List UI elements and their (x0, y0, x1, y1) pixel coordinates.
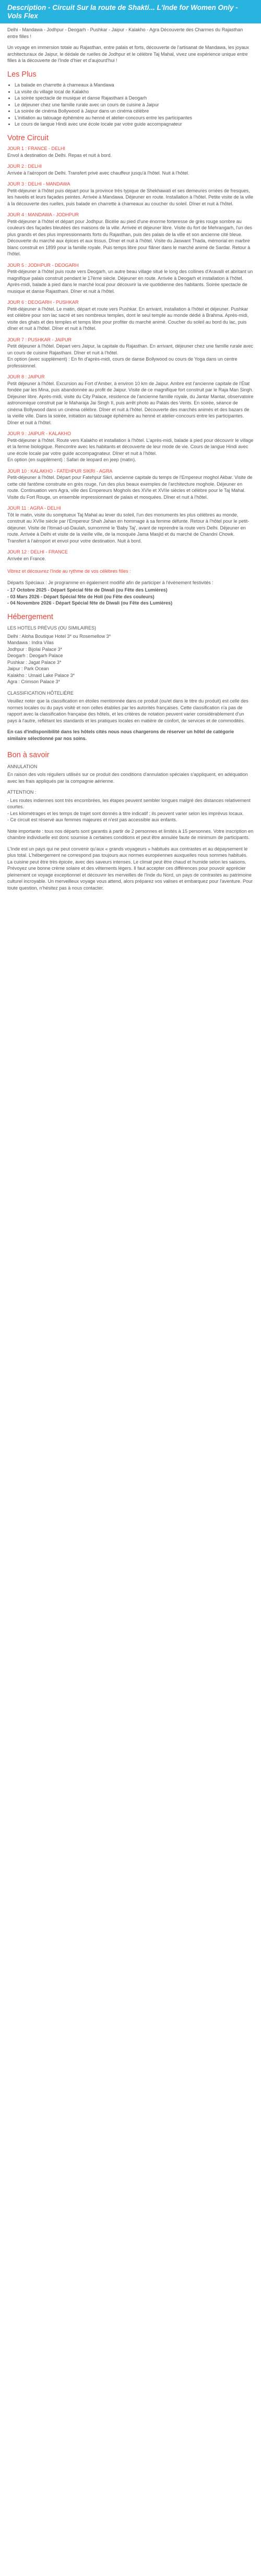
cancel-title: ANNULATION (7, 763, 38, 769)
attention-title: ATTENTION : (7, 790, 37, 795)
day-text: Arrivée en France. (7, 556, 46, 561)
day-title: JOUR 1 : FRANCE - DELHI (7, 146, 66, 151)
day-title: JOUR 2 : DELHI (7, 164, 42, 169)
important-note: Note importante : tous nos départs sont garantis à partir de 2 personnes et limités à 15 personnes. Votre inscription en chambre individuelle est donc soumise à certaines conditions et peut être annulée faute de minimum de participants. (7, 828, 254, 840)
hotel-item: Deogarh : Deogarh Palace (7, 653, 63, 658)
page-title-banner (0, 0, 261, 23)
hotel-item: Jaipur : Park Ocean (7, 666, 49, 671)
circuit-heading: Votre Circuit (7, 133, 49, 142)
flight-date: - 04 Novembre 2026 - Départ Spécial fête de Diwali (ou Fête des Lumières) (7, 600, 173, 606)
hotel-item: Delhi : Aloha Boutique Hotel 3* ou Rosemellow 3* (7, 633, 111, 639)
day-text: Envol à destination de Delhi. Repas et nuit à bord. (7, 152, 112, 158)
lodging-heading: Hébergement (7, 612, 53, 621)
day-text: Petit-déjeuner à l'hôtel. Départ pour Fatehpur Sikri, ancienne capitale du temps de l'Empereur moghol Akbar. Visite de cette cité fantôme construite en grès rouge, l'un des plus beaux exemples de l'architecture moghole. Déjeuner en route. Continuation vers Agra, ville des Empereurs Moghols des XVIe et XVIIe siècles et célèbre pour le Taj Mahal. Visite du Fort Rouge, un ensemble impressionnant de palais et mosquées. Dîner et nuit à l'hôtel. (7, 475, 253, 500)
lodging-note: En cas d'indisponibilité dans les hôtels cités nous nous chargerons de réserver un hôtel de catégorie similaire sélectionné par nos soins. (7, 729, 234, 741)
day-title: JOUR 10 : KALAKHO - FATEHPUR SIKRI - AGRA (7, 468, 113, 474)
hotel-item: Jodhpur : Bijolai Palace 3* (7, 646, 63, 652)
flights-heading: Vibrez et découvrez l'Inde au rythme de vos célèbres filles : (7, 569, 131, 574)
day-text: Petit-déjeuner à l'hôtel puis départ pour la province très typique de Shekhawati et ses demeures ornées de fresques, les havelis et leurs façades peintes. Arrivée à Mandawa. Déjeuner en route. Installation à l'hôtel. Petite visite de la ville à la découverte des ruelles, puis balade en charrette à chameaux au coucher du soleil. Dîner et nuit à l'hôtel. (7, 188, 253, 206)
plus-item: • La visite du village local de Kalakho (15, 89, 254, 95)
cancel-text: En raison des vols réguliers utilisés sur ce produit des conditions d'annulation spéciales s'appliquent, en adéquation avec les frais appliqués par la compagnie aérienne. (7, 772, 248, 784)
attention-item: - Ce circuit est réservé aux femmes majeures et n'est pas accessible aux enfants. (7, 817, 177, 822)
day-text: Arrivée à l'aéroport de Delhi. Transfert privé avec chauffeur jusqu'à l'hôtel. Nuit à l'hôtel. (7, 170, 189, 176)
day-title: JOUR 12 : DELHI - FRANCE (7, 549, 68, 554)
plus-item: • La balade en charrette à chameaux à Mandawa (15, 82, 254, 89)
plus-item: • L'initiation au tatouage éphémère au henné et atelier-concours entre les participantes (15, 115, 254, 121)
flight-date: - 03 Mars 2026 - Départ Spécial fête de Holi (ou Fête des couleurs) (7, 594, 155, 599)
intro-cities: Delhi - Mandawa - Jodhpur - Deogarh - Pushkar - Jaipur - Kalakho - Agra Découverte des Charmes du Rajasthan entre filles ! (7, 27, 243, 39)
day-text: Petit déjeuner à l'hôtel. Départ vers Jaipur, la capitale du Rajasthan. En arrivant, déjeuner chez une famille rurale avec un cours de cuisine Rajasthani. Dîner et nuit à l'hôtel. En option (avec supplément) : En fin d'après-midi, cours de danse Bollywood ou cours de Yoga dans un centre professionnel. (7, 343, 253, 368)
day-text: Tôt le matin, visite du somptueux Taj Mahal au lever du soleil, l'un des monuments les plus célèbres au monde, construit au XVIIe siècle par l'Empereur Shah Jahan en hommage à sa femme défunte. Retour à l'hôtel pour le petit-déjeuner. Visite de l'Itimad-ud-Daulah, surnommé le 'Baby Taj', avant de reprendre la route vers Delhi. Déjeuner en route. Arrivée à Delhi et visite de la vieille ville, de la mosquée Jama Masjid et du marché de Chandni Chowk. Transfert à l'aéroport et envol pour votre destination. Nuit à bord. (7, 512, 250, 544)
intro-paragraph: Un voyage en immersion totale au Rajasthan, entre palais et forts, découverte de l'artisanat de Mandawa, les joyaux architecturaux de Jaipur, le dédale de ruelles de Jodhpur et le célèbre Taj Mahal, vivez une expérience unique entre filles à la découverte de l'Inde d'hier et d'aujourd'hui ! (7, 45, 249, 63)
classification-text: Veuillez noter que la classification en étoiles mentionnée dans ce produit (ou/et dans le titre du produit) est celle des normes locales ou du pays visité et non celles établies par les autorités françaises. Cette classification n'a pas de rapport avec la classification française des hôtels, et les critères de notation peuvent varier considérablement d'un pays à l'autre, reflétant les standards et les pratiques locales en matière de confort, de services et de commodités. (7, 698, 248, 723)
plus-item: • Le déjeuner chez une famille rurale avec un cours de cuisine à Jaipur (15, 102, 254, 108)
day-text: Petit déjeuner à l'hôtel. Excursion au Fort d'Amber, à environ 10 km de Jaipur. Ambre est l'ancienne capitale de l'État fondée par les Mina, puis abandonnée au profit de Jaipur. Visite de ce magnifique fort construit par le Raja Man Singh. Déjeuner libre. Après-midi, visite du City Palace, résidence de l'ancienne famille royale, du Jantar Mantar, observatoire astronomique construit par le Maharaja Jai Singh II, puis arrêt photo au Palais des Vents. En soirée, séance de cinéma Bollywood dans un cinéma célèbre. Dîner et nuit à l'hôtel. Découverte des marchés animés et des bazars de la vieille ville. Dans la soirée, initiation au tatouage éphémère au henné et atelier-concours entre les participantes. Dîner et nuit à l'hôtel. (7, 380, 254, 425)
plus-item: • Le cours de langue Hindi avec une école locale par votre guide accompagnateur (15, 121, 254, 128)
day-title: JOUR 5 : JODHPUR - DEOGARH (7, 262, 79, 268)
day-title: JOUR 6 : DEOGARH - PUSHKAR (7, 300, 79, 305)
classification-heading: CLASSIFICATION HÔTELIÈRE (7, 690, 74, 696)
day-text: Petit-déjeuner à l'hôtel et départ pour Jodhpur. Bicélie au pied d'une énorme forteresse de grès rouge sombre au couleurs des façades bleutées des maisons de la ville. Arrivée et déjeuner libre. Visite du fort de Mehrangarh, l'un des plus grands et des plus impressionnants forts du Rajasthan, puis des palais de la ville et son ancienne cité bleue. Découverte du marché aux épices et aux tissus. Dîner et nuit à l'hôtel. Visite du Jaswant Thada, mémorial en marbre blanc construit en 1899 pour la famille royale. Puis temps libre pour flâner dans le marché animé de Sardar. Retour à l'hôtel. (7, 218, 252, 256)
day-title: JOUR 3 : DELHI - MANDAWA (7, 181, 70, 187)
plus-item: • La soirée de cinéma Bollywood à Jaipur dans un cinéma célèbre (15, 108, 254, 115)
hotel-item: Mandawa : Indra Vilas (7, 640, 54, 645)
day-text: Petit-déjeuner à l'hôtel puis route vers Deogarh, un autre beau village situé le long des collines d'Aravalli et abritant un magnifique palais construit pendant le 17ème siècle. Déjeuner en route. Arrivée à Deogarh et installation à l'hôtel. Après-midi, balade à pied dans le marché local pour découvrir la vie quotidienne des habitants. Soirée spectacle de musique et danse Rajasthani. Dîner et nuit à l'hôtel. (7, 269, 253, 294)
hotel-item: Pushkar : Jagat Palace 3* (7, 659, 62, 665)
final-note: L'Inde est un pays qui ne peut convenir qu'aux « grands voyageurs » habitués aux contrastes et au dépaysement le plus total. L'hébergement ne correspond pas toujours aux normes européennes auxquelles nous sommes habitués. La cuisine peut être très épicée, avec des saveurs intenses. Le climat peut être chaud et humide selon les saisons. Prévoyez une bonne crème solaire et des vêtements légers. Il faut accepter ces différences pour pouvoir apprécier pleinement ce voyage exceptionnel et découvrir les merveilles de l'Inde du Nord, un pays de contrastes au patrimoine culturel incroyable. Un merveilleux voyage vous attend, alors préparez vos valises et embarquez pour l'aventure. Pour toute question, n'hésitez pas à nous contacter. (7, 846, 253, 891)
flights-intro: Départs Spéciaux : Je programme en également modifié afin de participer à l'évènement festivités : (7, 580, 213, 585)
day-text: Petit-déjeuner à l'hôtel. Route vers Kalakho et installation à l'hôtel. L'après-midi, balade à pied pour découvrir le village et la ferme biologique. Rencontre avec les habitants et découverte de leur mode de vie. Cours de langue Hindi avec une école locale par votre guide accompagnateur. Dîner et nuit à l'hôtel. En option (en supplément) : Safari de leopard en jeep (matin). (7, 437, 254, 462)
description-content (0, 23, 261, 906)
day-title: JOUR 8 : JAIPUR (7, 374, 45, 379)
attention-item: - Les kilométrages et les temps de trajet sont donnés à titre indicatif ; ils peuvent varier selon les imprévus locaux. (7, 810, 244, 816)
day-title: JOUR 7 : PUSHKAR - JAIPUR (7, 337, 72, 342)
lodging-subheading: LES HOTELS PRÉVUS (OU SIMILAIRES) (7, 625, 97, 631)
attention-item: - Les routes indiennes sont très encombrées, les étapes peuvent sembler longues malgré des distances relativement courtes. (7, 797, 251, 809)
hotel-item: Kalakho : Umaid Lake Palace 3* (7, 672, 75, 678)
plus-list (7, 82, 254, 128)
plus-heading: Les Plus (7, 70, 37, 79)
day-text: Petit-déjeuner à l'hôtel. Le matin, départ et route vers Pushkar. En arrivant, installation à l'hôtel et déjeuner. Pushkar est célèbre pour son lac sacré et ses nombreux temples, dont le seul temple au monde dédié à Brahma. Après-midi, visite des ghats et des temples et temps libre pour profiter du marché animé. Coucher du soleil au bord du lac, puis dîner et nuit à l'hôtel. Dîner et nuit à l'hôtel. (7, 306, 249, 331)
plus-item: • La soirée spectacle de musique et danse Rajasthani à Deogarh (15, 95, 254, 102)
flight-date: - 17 Octobre 2025 - Départ Spécial fête de Diwali (ou Fête des Lumières) (7, 587, 168, 593)
day-title: JOUR 9 : JAIPUR - KALAKHO (7, 431, 72, 436)
hotel-item: Agra : Crimson Palace 3* (7, 679, 61, 684)
day-title: JOUR 4 : MANDAWA - JODHPUR (7, 212, 79, 217)
page-title: Description - Circuit Sur la route de Shakti... L'Inde for Women Only - Vols Flex (7, 4, 238, 20)
day-title: JOUR 11 : AGRA - DELHI (7, 506, 61, 511)
good-to-know-heading: Bon à savoir (7, 751, 50, 759)
